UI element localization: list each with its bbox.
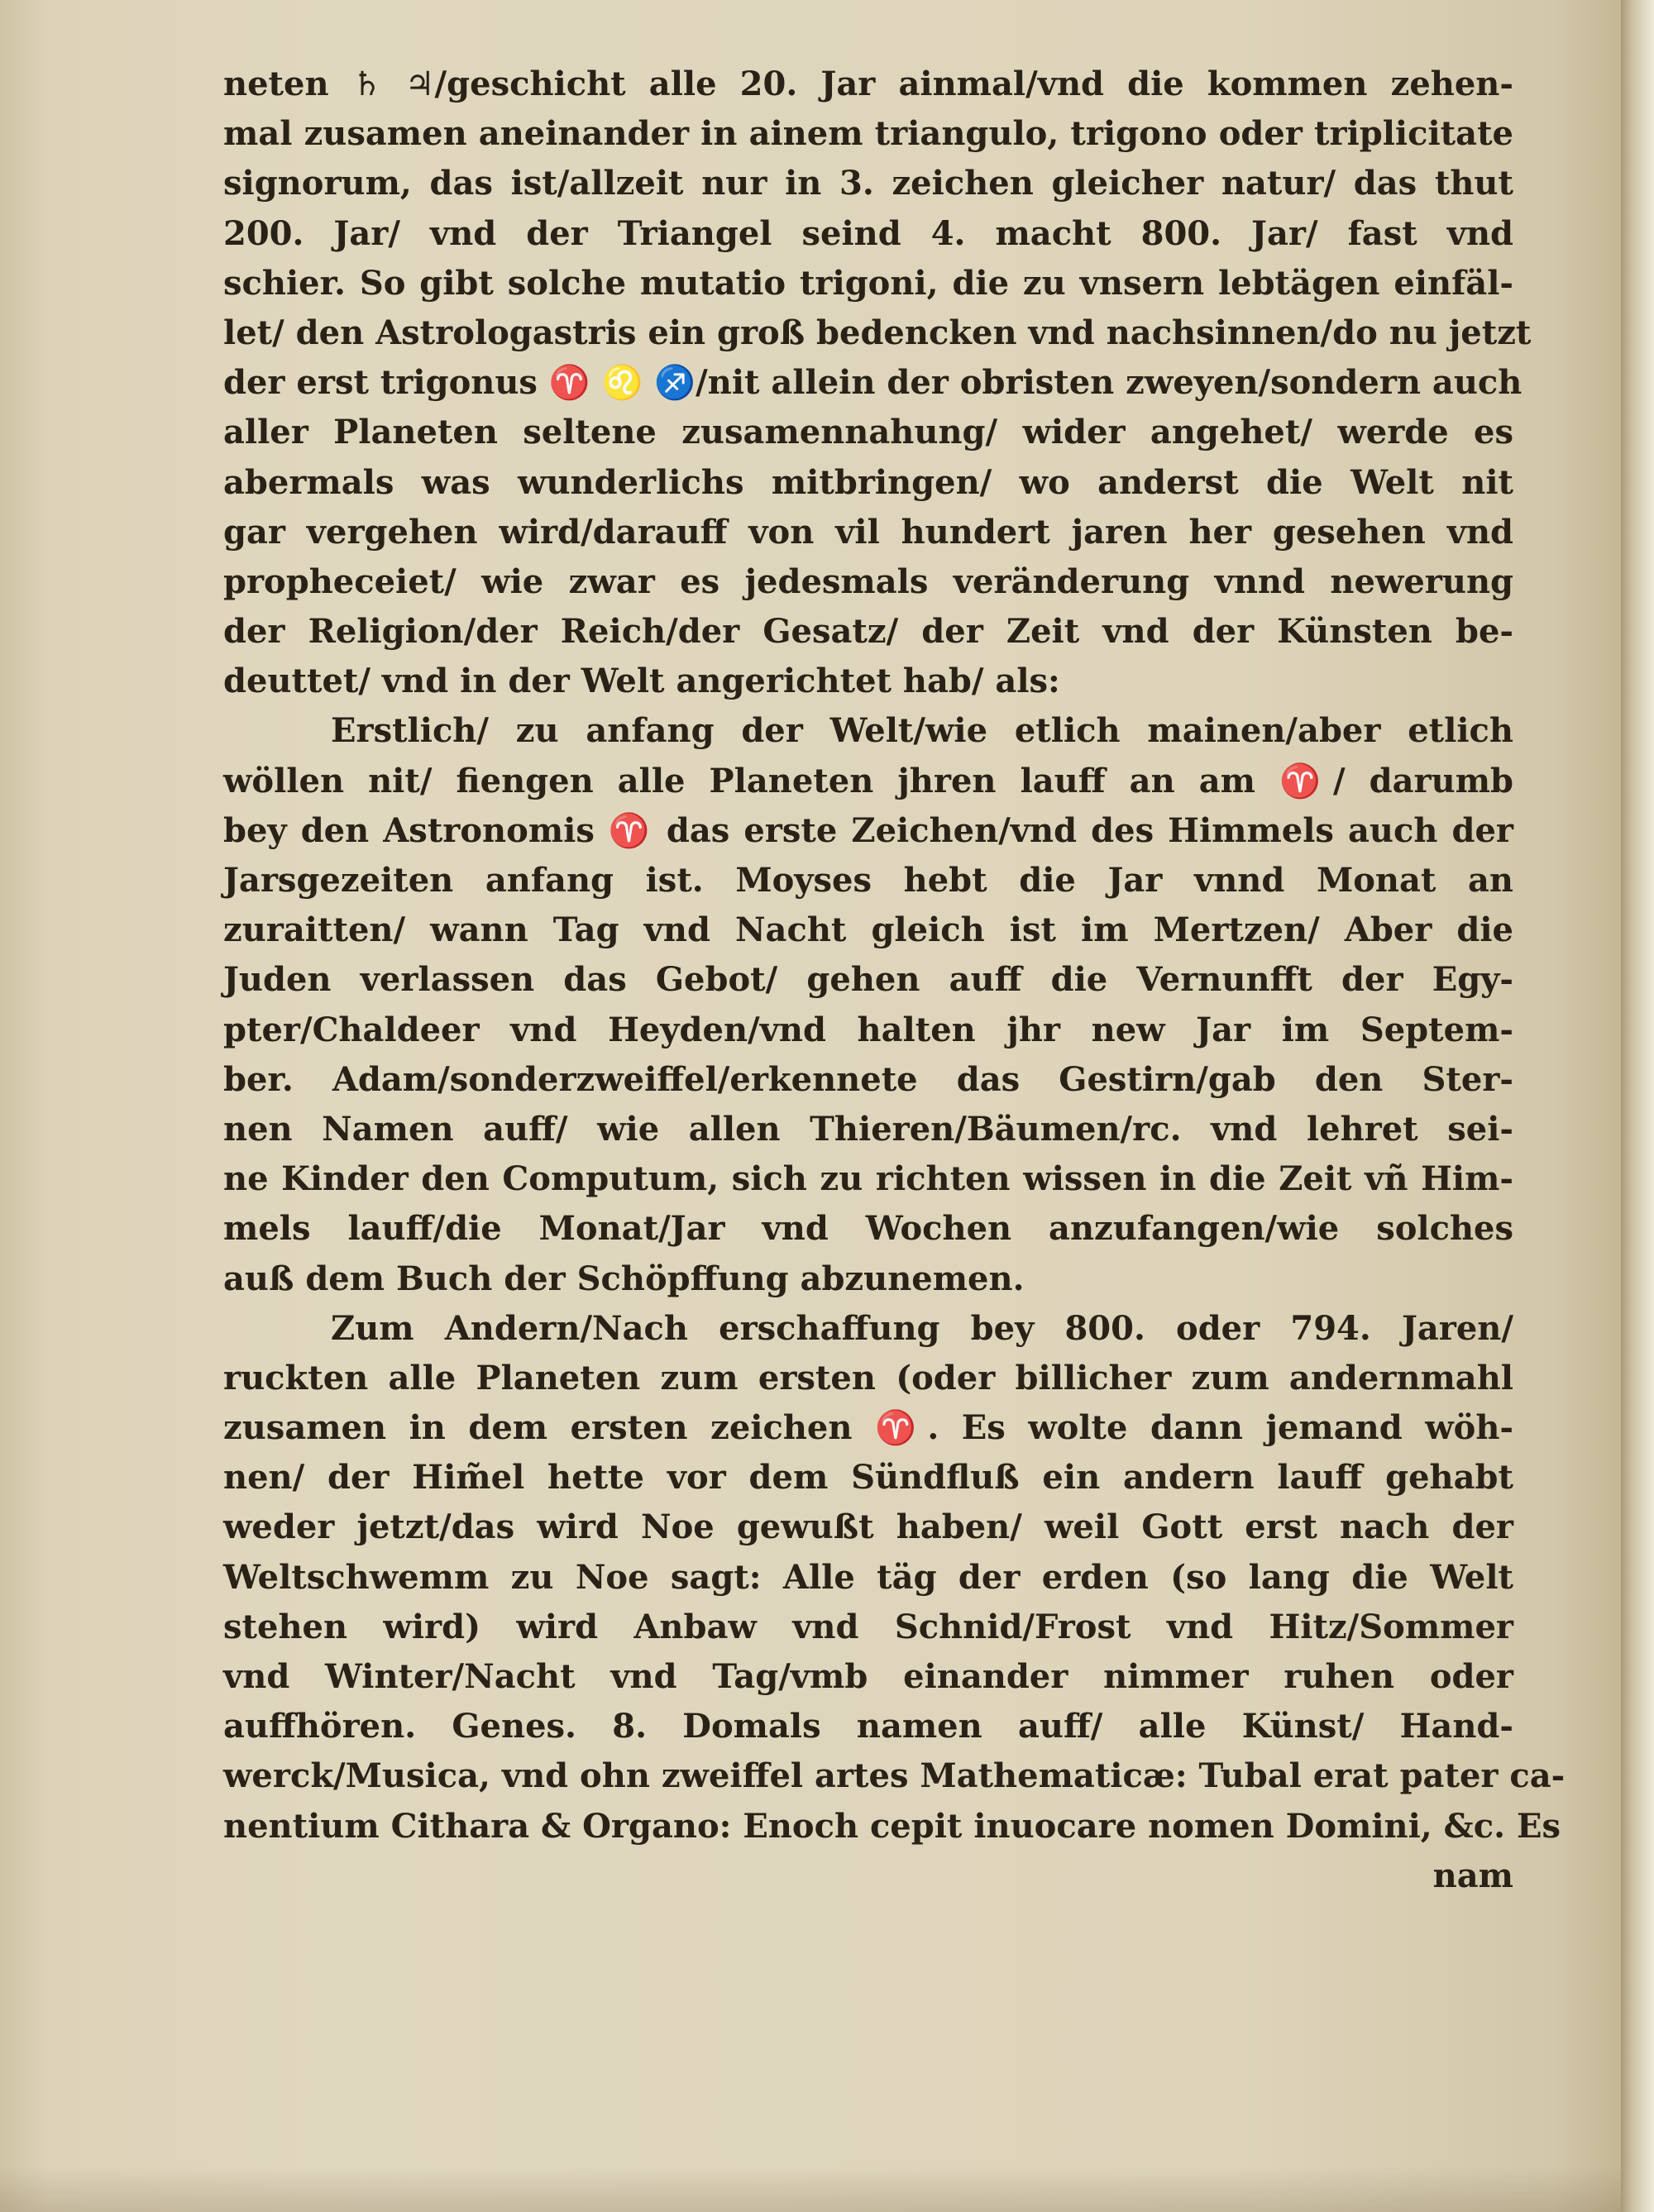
text-line: zuraitten/ wann Tag vnd Nacht gleich ist im Mertzen/ Aber die: [223, 910, 1513, 950]
text-line: werck/Musica, vnd ohn zweiffel artes Mathematicæ: Tubal erat pater ca-: [223, 1756, 1566, 1796]
catchword: nam: [1432, 1856, 1513, 1895]
text-line: ber. Adam/sonderzweiffel/erkennete das Gestirn/gab den Ster-: [223, 1059, 1513, 1099]
text-line: nentium Cithara & Organo: Enoch cepit inuocare nomen Domini, &c. Es: [223, 1806, 1561, 1846]
text-line: abermals was wunderlichs mitbringen/ wo anderst die Welt nit: [223, 462, 1513, 502]
text-line: neten ♄ ♃/geschicht alle 20. Jar ainmal/vnd die kommen zehen-: [223, 64, 1513, 103]
page-bottom-shadow: [0, 2167, 1621, 2212]
text-line: zusamen in dem ersten zeichen ♈. Es wolte dann jemand wöh-: [223, 1408, 1513, 1448]
text-line: nen Namen auff/ wie allen Thieren/Bäumen/rc. vnd lehret sei-: [223, 1109, 1513, 1149]
paragraph-start-line: Zum Andern/Nach erschaffung bey 800. oder 794. Jaren/: [331, 1308, 1513, 1348]
text-line: 200. Jar/ vnd der Triangel seind 4. macht 800. Jar/ fast vnd: [223, 213, 1513, 253]
text-line: ruckten alle Planeten zum ersten (oder billicher zum andernmahl: [223, 1358, 1513, 1397]
text-line: mal zusamen aneinander in ainem triangulo, trigono oder triplicitate: [223, 114, 1513, 154]
book-spine: [1621, 0, 1654, 2212]
text-line: Weltschwemm zu Noe sagt: Alle täg der erden (so lang die Welt: [223, 1557, 1513, 1597]
text-line: auß dem Buch der Schöpffung abzunemen.: [223, 1259, 1025, 1298]
body-text: [223, 60, 1566, 1901]
text-line: deuttet/ vnd in der Welt angerichtet hab/ als:: [223, 662, 1060, 701]
text-line: Jarsgezeiten anfang ist. Moyses hebt die Jar vnnd Monat an: [223, 861, 1513, 900]
text-line: bey den Astronomis ♈ das erste Zeichen/vnd des Himmels auch der: [223, 810, 1513, 850]
text-line: pter/Chaldeer vnd Heyden/vnd halten jhr new Jar im Septem-: [223, 1010, 1513, 1049]
text-line: stehen wird) wird Anbaw vnd Schnid/Frost vnd Hitz/Sommer: [223, 1607, 1513, 1646]
text-line: wöllen nit/ fiengen alle Planeten jhren lauff an am ♈/ darumb: [223, 761, 1514, 800]
text-line: aller Planeten seltene zusamennahung/ wider angehet/ werde es: [223, 413, 1513, 452]
text-line: nen/ der Him̃el hette vor dem Sündfluß ein andern lauff gehabt: [223, 1458, 1513, 1498]
text-line: gar vergehen wird/darauff von vil hundert jaren her gesehen vnd: [223, 512, 1513, 552]
text-line: mels lauff/die Monat/Jar vnd Wochen anzufangen/wie solches: [223, 1209, 1513, 1249]
text-line: der erst trigonus ♈ ♌ ♐/nit allein der obristen zweyen/sondern auch: [223, 363, 1523, 403]
paragraph-start-line: Erstlich/ zu anfang der Welt/wie etlich mainen/aber etlich: [331, 711, 1513, 751]
text-line: Juden verlassen das Gebot/ gehen auff die Vernunfft der Egy-: [223, 960, 1513, 1000]
text-line: let/ den Astrologastris ein groß bedencken vnd nachsinnen/do nu jetzt: [223, 313, 1532, 352]
text-line: auffhören. Genes. 8. Domals namen auff/ alle Künst/ Hand-: [223, 1707, 1513, 1746]
text-line: ne Kinder den Computum, sich zu richten wissen in die Zeit vñ Him-: [223, 1159, 1513, 1199]
text-line: schier. So gibt solche mutatio trigoni, die zu vnsern lebtägen einfäl-: [223, 263, 1513, 303]
text-line: propheceiet/ wie zwar es jedesmals veränderung vnnd newerung: [223, 561, 1513, 601]
text-line: signorum, das ist/allzeit nur in 3. zeichen gleicher natur/ das thut: [223, 164, 1513, 203]
text-line: der Religion/der Reich/der Gesatz/ der Zeit vnd der Künsten be-: [223, 612, 1513, 652]
text-line: vnd Winter/Nacht vnd Tag/vmb einander nimmer ruhen oder: [223, 1657, 1513, 1696]
text-line: weder jetzt/das wird Noe gewußt haben/ weil Gott erst nach der: [223, 1507, 1513, 1547]
